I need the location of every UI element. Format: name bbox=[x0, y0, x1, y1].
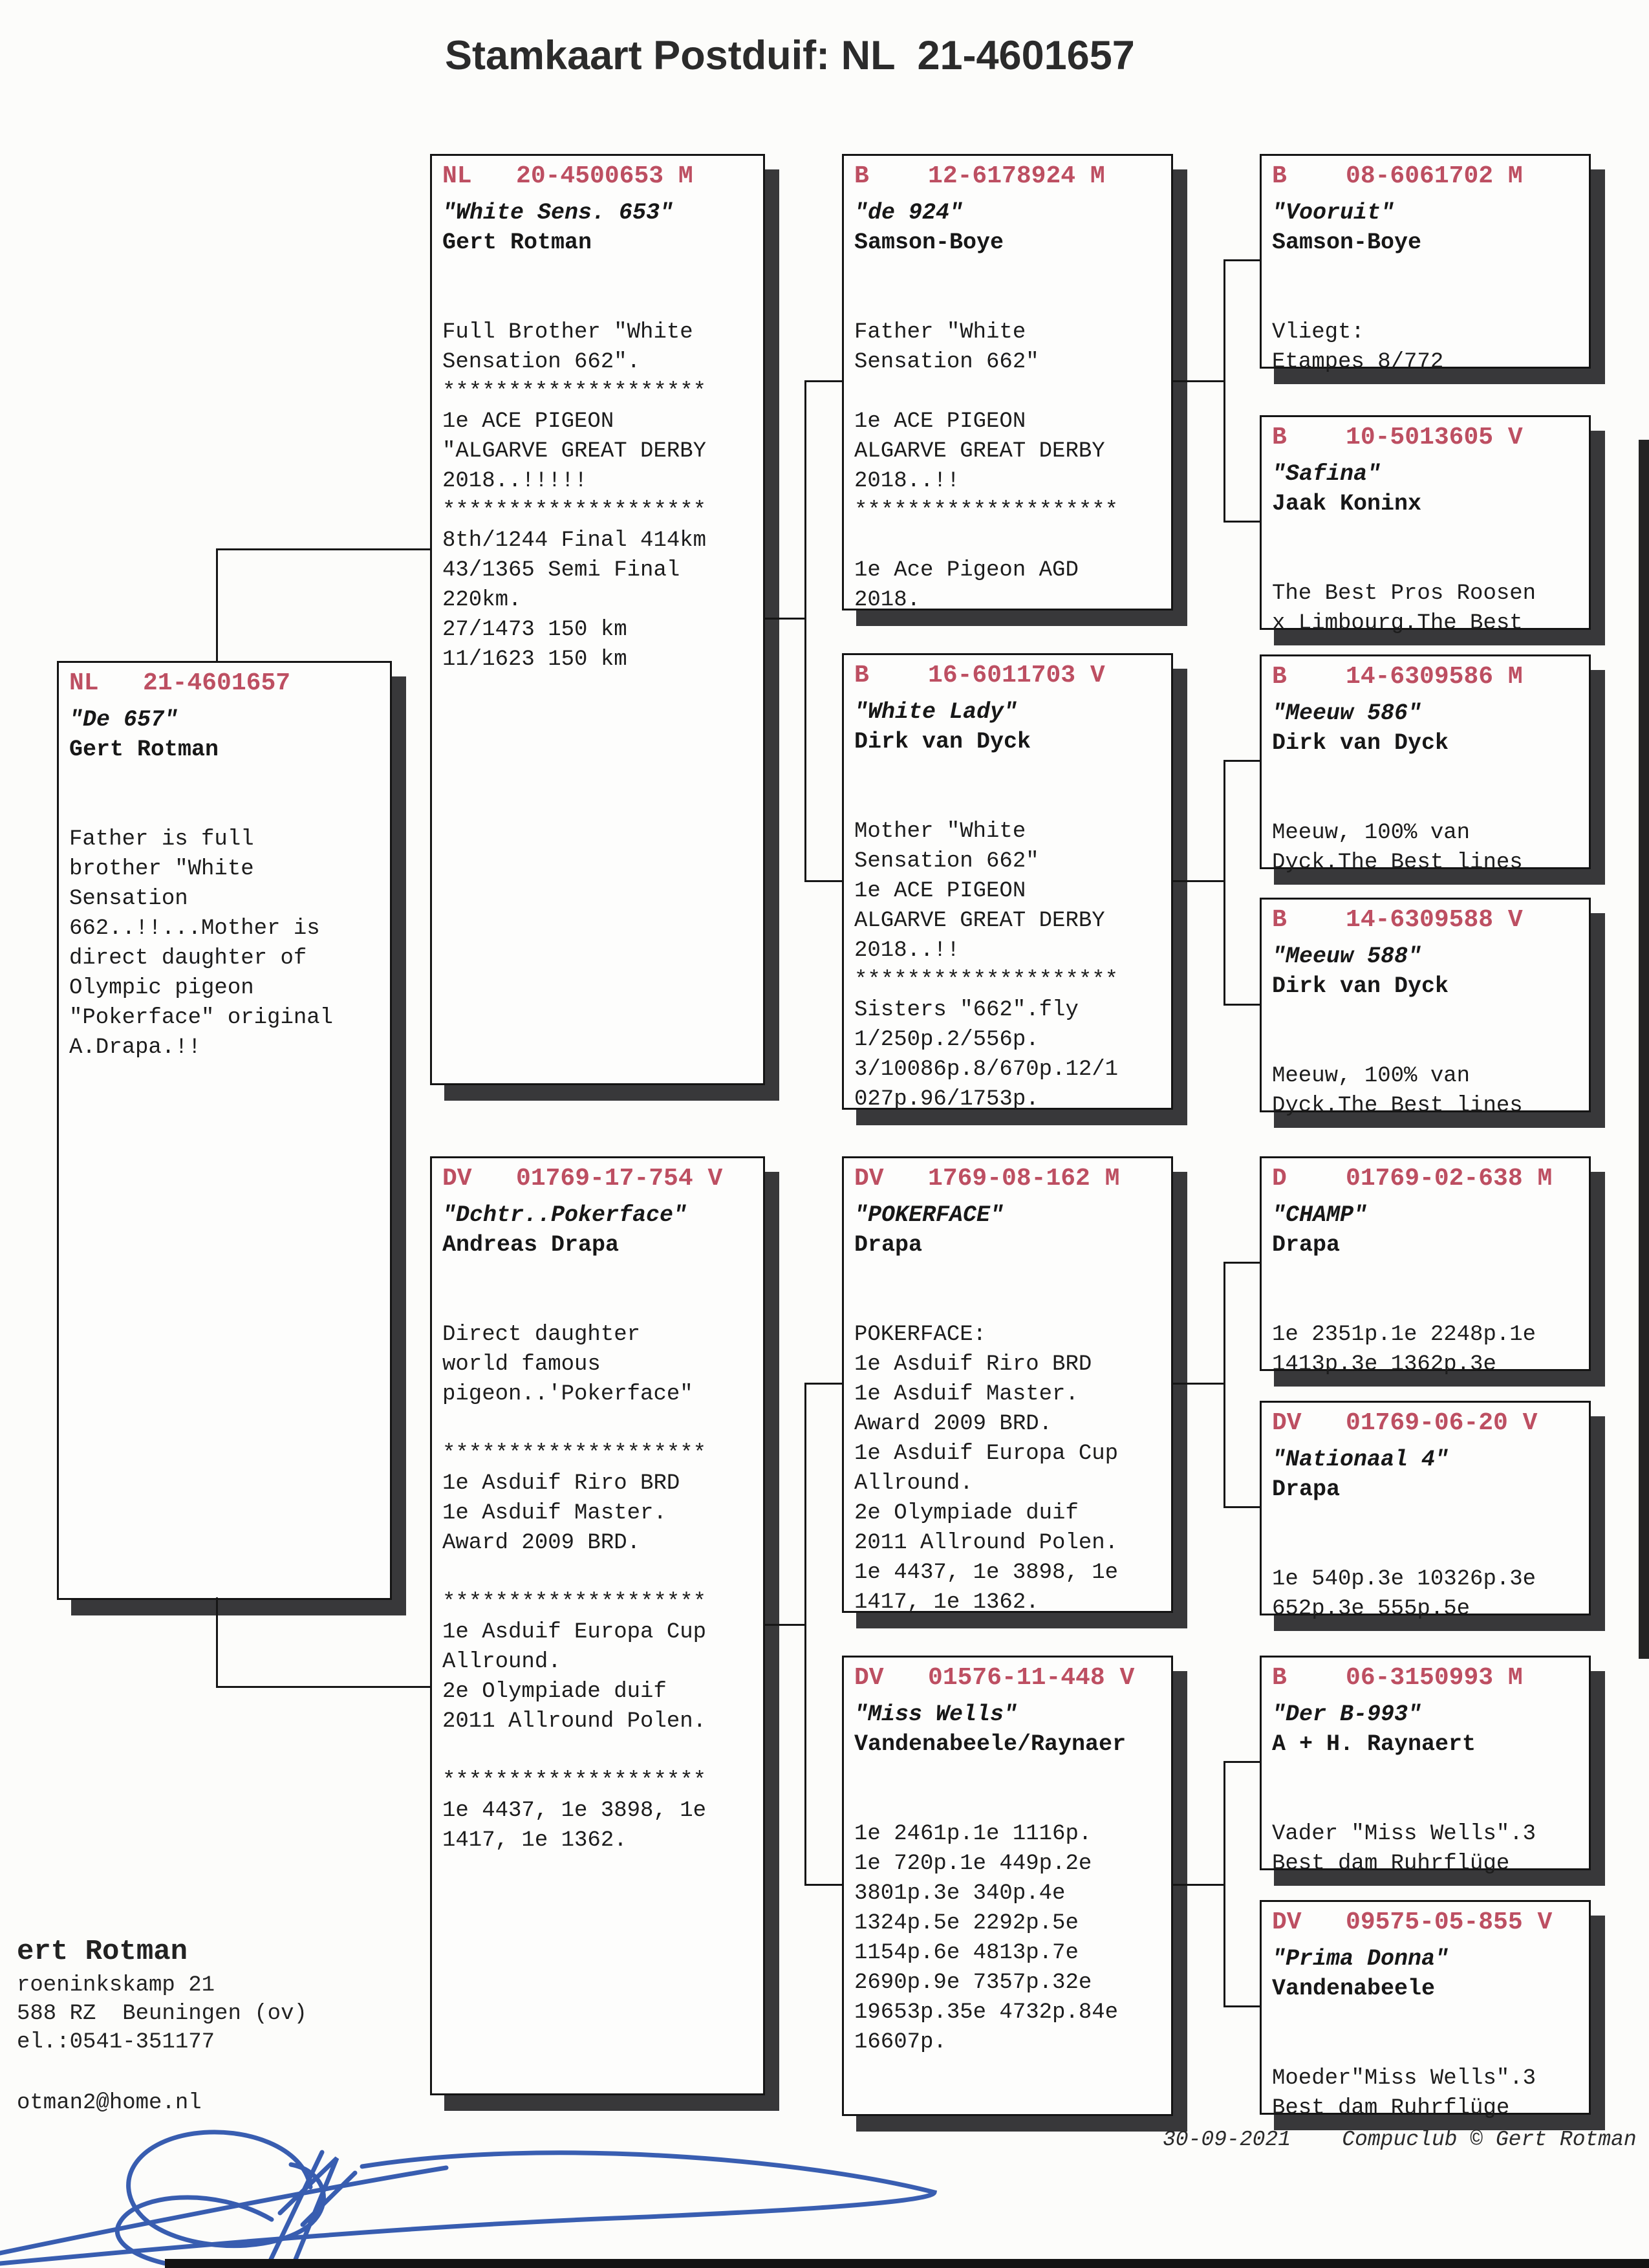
pedigree-text-line bbox=[1272, 1789, 1586, 1819]
breeder-contact-street: roeninkskamp 21 bbox=[17, 1973, 215, 1998]
pedigree-connector bbox=[1223, 1004, 1260, 1006]
breeder-name: A + H. Raynaert bbox=[1272, 1731, 1476, 1757]
breeder-name: Drapa bbox=[1272, 1232, 1341, 1258]
pedigree-connector bbox=[1223, 2005, 1260, 2007]
ring-number: NL 20-4500653 M bbox=[442, 162, 693, 190]
pedigree-text-line bbox=[1272, 258, 1586, 288]
pedigree-text-line: 2011 Allround Polen. bbox=[442, 1709, 707, 1734]
pedigree-box-dam bbox=[430, 1156, 765, 2095]
breeder-contact-city: 588 RZ Beuningen (ov) bbox=[17, 2002, 307, 2026]
pigeon-name: "Dchtr..Pokerface" bbox=[442, 1202, 687, 1228]
pedigree-text-line: Sisters "662".fly bbox=[854, 998, 1079, 1022]
ring-number: DV 09575-05-855 V bbox=[1272, 1908, 1553, 1936]
pedigree-text-line bbox=[1272, 2034, 1586, 2064]
pedigree-text-line: brother "White bbox=[69, 857, 254, 881]
pedigree-connector bbox=[1223, 259, 1260, 261]
pedigree-text-line bbox=[854, 757, 1169, 787]
pedigree-text-line: 1e Asduif Riro BRD bbox=[854, 1352, 1092, 1377]
pedigree-text-line: Dyck.The Best lines bbox=[1272, 850, 1523, 875]
pedigree-box-gen4-8 bbox=[1260, 1900, 1591, 2121]
pedigree-text-line: 2018..!! bbox=[854, 938, 960, 963]
pedigree-text-line: 1e 540p.3e 10326p.3e bbox=[1272, 1567, 1536, 1592]
pedigree-text-line: ALGARVE GREAT DERBY bbox=[854, 909, 1105, 933]
pedigree-text-line bbox=[1272, 1031, 1586, 1061]
pedigree-text-line bbox=[854, 1260, 1169, 1290]
pedigree-text-line bbox=[1272, 1002, 1586, 1031]
pedigree-text-line: 1e Asduif Master. bbox=[854, 1382, 1079, 1407]
pedigree-box-gen4-4 bbox=[1260, 898, 1591, 1118]
pedigree-text-line bbox=[1272, 1535, 1586, 1564]
pedigree-connector bbox=[1223, 259, 1225, 523]
pigeon-notes bbox=[59, 765, 390, 1063]
pedigree-text-line: Sensation 662" bbox=[854, 849, 1039, 874]
pedigree-text-line: 1e 4437, 1e 3898, 1e bbox=[854, 1561, 1119, 1585]
pedigree-text-line: 1e 2461p.1e 1116p. bbox=[854, 1822, 1092, 1846]
pigeon-name: "Miss Wells" bbox=[854, 1701, 1018, 1727]
pedigree-text-line bbox=[1272, 788, 1586, 818]
pigeon-name: "Vooruit" bbox=[1272, 200, 1395, 226]
pedigree-text-line: 1154p.6e 4813p.7e bbox=[854, 1941, 1079, 1965]
pedigree-text-line: 662..!!...Mother is bbox=[69, 916, 320, 941]
ring-number: DV 01769-06-20 V bbox=[1272, 1409, 1538, 1437]
pigeon-name: "CHAMP" bbox=[1272, 1202, 1368, 1228]
pigeon-name: "de 924" bbox=[854, 200, 964, 226]
pedigree-text-line: ******************** bbox=[854, 968, 1119, 993]
pigeon-name: "Prima Donna" bbox=[1272, 1946, 1449, 1972]
pedigree-text-line: 1e 720p.1e 449p.2e bbox=[854, 1852, 1092, 1876]
pedigree-connector bbox=[1173, 1884, 1223, 1886]
pigeon-notes bbox=[1262, 1505, 1589, 1624]
breeder-name: Samson-Boye bbox=[854, 230, 1004, 255]
pigeon-notes bbox=[432, 258, 763, 675]
pedigree-connector bbox=[216, 1686, 430, 1688]
pedigree-text-line: 1e 4437, 1e 3898, 1e bbox=[442, 1798, 707, 1823]
pigeon-notes bbox=[844, 258, 1171, 615]
breeder-name: Gert Rotman bbox=[69, 737, 219, 762]
pedigree-text-line bbox=[442, 288, 760, 318]
pedigree-text-line: 2011 Allround Polen. bbox=[854, 1531, 1119, 1555]
pedigree-text-line bbox=[442, 1260, 760, 1290]
pigeon-notes bbox=[1262, 1760, 1589, 1879]
breeder-contact-phone: el.:0541-351177 bbox=[17, 2030, 215, 2055]
pedigree-box-gen4-5 bbox=[1260, 1156, 1591, 1377]
ring-number: B 12-6178924 M bbox=[854, 162, 1105, 190]
pedigree-text-line: 3801p.3e 340p.4e bbox=[854, 1881, 1066, 1906]
pedigree-text-line: "ALGARVE GREAT DERBY bbox=[442, 439, 707, 464]
pedigree-text-line bbox=[854, 288, 1169, 318]
pedigree-text-line bbox=[1272, 519, 1586, 549]
pedigree-box-sire-dam bbox=[842, 653, 1173, 1110]
pedigree-text-line: Award 2009 BRD. bbox=[442, 1531, 641, 1555]
pigeon-name: "De 657" bbox=[69, 707, 178, 733]
breeder-name: Drapa bbox=[854, 1232, 923, 1258]
pedigree-text-line: Best dam Ruhrflüge bbox=[1272, 2096, 1510, 2121]
pedigree-text-line: ******************** bbox=[854, 499, 1119, 523]
pedigree-text-line: 1417, 1e 1362. bbox=[854, 1590, 1039, 1615]
pedigree-text-line bbox=[854, 377, 1169, 407]
pigeon-notes bbox=[844, 757, 1171, 1114]
pedigree-text-line bbox=[1272, 759, 1586, 788]
ring-number: B 14-6309586 M bbox=[1272, 663, 1523, 691]
pedigree-text-line: 1e Asduif Riro BRD bbox=[442, 1471, 680, 1496]
pedigree-text-line: 027p.96/1753p. bbox=[854, 1087, 1039, 1112]
pedigree-text-line bbox=[854, 1789, 1169, 1819]
pedigree-text-line: direct daughter of bbox=[69, 946, 307, 971]
pedigree-connector bbox=[804, 1383, 806, 1886]
page-title: Stamkaart Postduif: NL 21-4601657 bbox=[445, 33, 1135, 78]
pedigree-text-line bbox=[1272, 549, 1586, 579]
pedigree-text-line: Olympic pigeon bbox=[69, 976, 254, 1000]
pedigree-text-line: ******************** bbox=[442, 1442, 707, 1466]
breeder-name: Dirk van Dyck bbox=[854, 729, 1031, 755]
pedigree-text-line bbox=[442, 1409, 760, 1439]
pedigree-text-line: 2018..!!!!! bbox=[442, 469, 588, 493]
pedigree-text-line: 16607p. bbox=[854, 2030, 947, 2055]
pedigree-text-line bbox=[442, 1736, 760, 1766]
pedigree-text-line: Vader "Miss Wells".3 bbox=[1272, 1822, 1536, 1846]
pedigree-box-gen4-1 bbox=[1260, 154, 1591, 374]
pigeon-notes bbox=[1262, 759, 1589, 878]
pedigree-text-line: 1e Asduif Europa Cup bbox=[854, 1442, 1119, 1466]
pigeon-name: "Meeuw 586" bbox=[1272, 700, 1422, 726]
pedigree-connector bbox=[1223, 1761, 1225, 2007]
pedigree-text-line: 1417, 1e 1362. bbox=[442, 1828, 627, 1853]
pedigree-text-line: ******************** bbox=[442, 499, 707, 523]
pedigree-text-line: Etampes 8/772 bbox=[1272, 350, 1444, 374]
pedigree-text-line: Father "White bbox=[854, 320, 1026, 345]
scan-edge-artifact-right bbox=[1639, 440, 1649, 1659]
pedigree-text-line: 3/10086p.8/670p.12/1 bbox=[854, 1057, 1119, 1082]
scan-edge-artifact-bottom bbox=[165, 2259, 1649, 2268]
pedigree-box-gen4-2 bbox=[1260, 415, 1591, 636]
pedigree-text-line: Meeuw, 100% van bbox=[1272, 1064, 1471, 1088]
footer-credit: 30-09-2021 Compuclub © Gert Rotman bbox=[1163, 2128, 1637, 2152]
pedigree-box-gen4-6 bbox=[1260, 1401, 1591, 1621]
pedigree-box-dam-sire bbox=[842, 1156, 1173, 1613]
pedigree-text-line: A.Drapa.!! bbox=[69, 1035, 202, 1060]
pedigree-text-line: 19653p.35e 4732p.84e bbox=[854, 2000, 1119, 2025]
breeder-name: Dirk van Dyck bbox=[1272, 730, 1449, 756]
pedigree-text-line bbox=[854, 1760, 1169, 1789]
pedigree-connector bbox=[804, 380, 842, 382]
pigeon-name: "White Lady" bbox=[854, 699, 1018, 725]
pedigree-connector bbox=[1223, 1262, 1260, 1264]
pigeon-notes bbox=[432, 1260, 763, 1855]
pedigree-box-dam-dam bbox=[842, 1656, 1173, 2116]
pedigree-connector bbox=[804, 1884, 842, 1886]
pedigree-box-sire bbox=[430, 154, 765, 1085]
pedigree-text-line: 1e ACE PIGEON bbox=[442, 409, 614, 434]
pigeon-name: "Meeuw 588" bbox=[1272, 944, 1422, 969]
pedigree-connector bbox=[1223, 760, 1225, 1006]
pigeon-notes bbox=[1262, 2004, 1589, 2123]
breeder-name: Dirk van Dyck bbox=[1272, 973, 1449, 999]
pedigree-connector bbox=[765, 618, 806, 620]
pedigree-box-gen4-7 bbox=[1260, 1656, 1591, 1876]
ring-number: DV 1769-08-162 M bbox=[854, 1165, 1120, 1193]
ring-number: B 08-6061702 M bbox=[1272, 162, 1523, 190]
pedigree-text-line: 1e 2351p.1e 2248p.1e bbox=[1272, 1323, 1536, 1347]
pedigree-text-line: 1324p.5e 2292p.5e bbox=[854, 1911, 1079, 1936]
ring-number: NL 21-4601657 bbox=[69, 669, 291, 697]
pedigree-text-line: world famous bbox=[442, 1352, 601, 1377]
breeder-name: Gert Rotman bbox=[442, 230, 592, 255]
pigeon-notes bbox=[844, 1760, 1171, 2057]
pedigree-connector bbox=[1223, 1761, 1260, 1763]
pedigree-text-line: ******************** bbox=[442, 380, 707, 404]
pedigree-text-line: Father is full bbox=[69, 827, 254, 852]
breeder-name: Drapa bbox=[1272, 1476, 1341, 1502]
pedigree-text-line: Dyck.The Best lines bbox=[1272, 1094, 1523, 1118]
pedigree-connector bbox=[804, 1383, 842, 1385]
pedigree-text-line: 1413p.3e 1362p.3e bbox=[1272, 1352, 1496, 1377]
pedigree-text-line bbox=[1272, 1290, 1586, 1320]
pedigree-text-line bbox=[1272, 1505, 1586, 1535]
pedigree-text-line: Full Brother "White bbox=[442, 320, 693, 345]
pedigree-text-line: Sensation 662". bbox=[442, 350, 641, 374]
pedigree-text-line: ALGARVE GREAT DERBY bbox=[854, 439, 1105, 464]
pedigree-connector bbox=[1223, 521, 1260, 523]
breeder-name: Vandenabeele bbox=[1272, 1976, 1436, 2002]
pedigree-connector bbox=[1173, 1383, 1223, 1385]
pedigree-connector bbox=[216, 1597, 218, 1688]
breeder-contact-email: otman2@home.nl bbox=[17, 2091, 202, 2115]
pedigree-text-line: 2e Olympiade duif bbox=[442, 1679, 667, 1704]
pedigree-text-line: Allround. bbox=[854, 1471, 973, 1496]
pedigree-text-line: The Best Pros Roosen bbox=[1272, 581, 1536, 606]
pedigree-text-line: Sensation bbox=[69, 887, 188, 911]
pedigree-text-line: Sensation 662" bbox=[854, 350, 1039, 374]
pigeon-name: "POKERFACE" bbox=[854, 1202, 1004, 1228]
pigeon-notes bbox=[1262, 519, 1589, 638]
breeder-name: Samson-Boye bbox=[1272, 230, 1422, 255]
breeder-name: Vandenabeele/Raynaer bbox=[854, 1731, 1126, 1757]
pedigree-connector bbox=[216, 548, 430, 550]
pedigree-text-line: 2690p.9e 7357p.32e bbox=[854, 1971, 1092, 1995]
pedigree-text-line: 1e ACE PIGEON bbox=[854, 879, 1026, 903]
pigeon-notes bbox=[1262, 1002, 1589, 1121]
pedigree-text-line: Vliegt: bbox=[1272, 320, 1364, 345]
ring-number: DV 01576-11-448 V bbox=[854, 1664, 1135, 1692]
ring-number: B 14-6309588 V bbox=[1272, 906, 1523, 934]
pedigree-text-line: Allround. bbox=[442, 1650, 561, 1674]
pedigree-connector bbox=[1173, 380, 1223, 382]
pedigree-box-subject bbox=[57, 661, 392, 1600]
pigeon-name: "Safina" bbox=[1272, 461, 1381, 487]
pedigree-text-line: 43/1365 Semi Final bbox=[442, 558, 680, 583]
pedigree-text-line: Moeder"Miss Wells".3 bbox=[1272, 2066, 1536, 2091]
pedigree-text-line: "Pokerface" original bbox=[69, 1006, 334, 1030]
pedigree-text-line: 1e Asduif Master. bbox=[442, 1501, 667, 1526]
pedigree-text-line bbox=[442, 1290, 760, 1320]
pedigree-text-line: 8th/1244 Final 414km bbox=[442, 528, 707, 553]
pigeon-notes bbox=[1262, 1260, 1589, 1379]
pedigree-text-line bbox=[1272, 2004, 1586, 2034]
pedigree-text-line: 1e Asduif Europa Cup bbox=[442, 1620, 707, 1645]
pedigree-text-line: Meeuw, 100% van bbox=[1272, 821, 1471, 845]
pedigree-text-line: 2018. bbox=[854, 588, 921, 612]
pedigree-text-line: ******************** bbox=[442, 1769, 707, 1793]
pedigree-connector bbox=[216, 548, 218, 663]
breeder-name: Andreas Drapa bbox=[442, 1232, 620, 1258]
pedigree-text-line: Mother "White bbox=[854, 819, 1026, 844]
pedigree-text-line: ******************** bbox=[442, 1590, 707, 1615]
pedigree-text-line bbox=[854, 526, 1169, 556]
ring-number: B 06-3150993 M bbox=[1272, 1664, 1523, 1692]
pedigree-connector bbox=[1173, 880, 1223, 882]
pedigree-text-line: POKERFACE: bbox=[854, 1323, 987, 1347]
ring-number: B 10-5013605 V bbox=[1272, 424, 1523, 451]
pedigree-connector bbox=[1223, 1262, 1225, 1508]
pedigree-box-sire-sire bbox=[842, 154, 1173, 610]
breeder-contact-name: ert Rotman bbox=[17, 1936, 188, 1968]
pedigree-connector bbox=[765, 1624, 806, 1626]
pedigree-connector bbox=[804, 380, 806, 882]
pedigree-text-line bbox=[1272, 288, 1586, 318]
pedigree-text-line: Award 2009 BRD. bbox=[854, 1412, 1053, 1436]
pigeon-name: "White Sens. 653" bbox=[442, 200, 674, 226]
pedigree-text-line: 652p.3e 555p.5e bbox=[1272, 1597, 1471, 1621]
breeder-contact-block bbox=[17, 1932, 307, 2117]
breeder-name: Jaak Koninx bbox=[1272, 491, 1422, 517]
pedigree-text-line: 1e Ace Pigeon AGD bbox=[854, 558, 1079, 583]
pedigree-text-line: 1e ACE PIGEON bbox=[854, 409, 1026, 434]
pedigree-text-line: 1/250p.2/556p. bbox=[854, 1028, 1039, 1052]
pedigree-text-line: Best dam Ruhrflüge bbox=[1272, 1852, 1510, 1876]
ring-number: B 16-6011703 V bbox=[854, 662, 1105, 689]
pedigree-text-line: 2018..!! bbox=[854, 469, 960, 493]
pedigree-text-line bbox=[69, 795, 387, 825]
pigeon-name: "Der B-993" bbox=[1272, 1701, 1422, 1727]
pigeon-notes bbox=[1262, 258, 1589, 377]
pedigree-text-line bbox=[854, 258, 1169, 288]
ring-number: D 01769-02-638 M bbox=[1272, 1165, 1553, 1193]
pedigree-box-gen4-3 bbox=[1260, 654, 1591, 875]
pedigree-text-line: pigeon..'Pokerface" bbox=[442, 1382, 693, 1407]
ring-number: DV 01769-17-754 V bbox=[442, 1165, 723, 1193]
pedigree-text-line bbox=[1272, 1760, 1586, 1789]
pigeon-notes bbox=[844, 1260, 1171, 1617]
pedigree-connector bbox=[1223, 760, 1260, 762]
pedigree-text-line: Direct daughter bbox=[442, 1323, 641, 1347]
pedigree-text-line bbox=[854, 1290, 1169, 1320]
pedigree-text-line: 2e Olympiade duif bbox=[854, 1501, 1079, 1526]
pedigree-text-line: x Limbourg.The Best bbox=[1272, 611, 1523, 636]
pedigree-text-line: 11/1623 150 km bbox=[442, 647, 627, 672]
pedigree-text-line bbox=[69, 765, 387, 795]
pedigree-text-line bbox=[442, 1558, 760, 1588]
pedigree-text-line bbox=[854, 787, 1169, 817]
pedigree-text-line: 220km. bbox=[442, 588, 522, 612]
pedigree-text-line bbox=[1272, 1260, 1586, 1290]
signature-scribble bbox=[0, 2110, 970, 2268]
pedigree-connector bbox=[804, 880, 842, 882]
pedigree-connector bbox=[1223, 1506, 1260, 1508]
pigeon-name: "Nationaal 4" bbox=[1272, 1447, 1449, 1473]
pedigree-text-line bbox=[442, 258, 760, 288]
pedigree-text-line: 27/1473 150 km bbox=[442, 618, 627, 642]
